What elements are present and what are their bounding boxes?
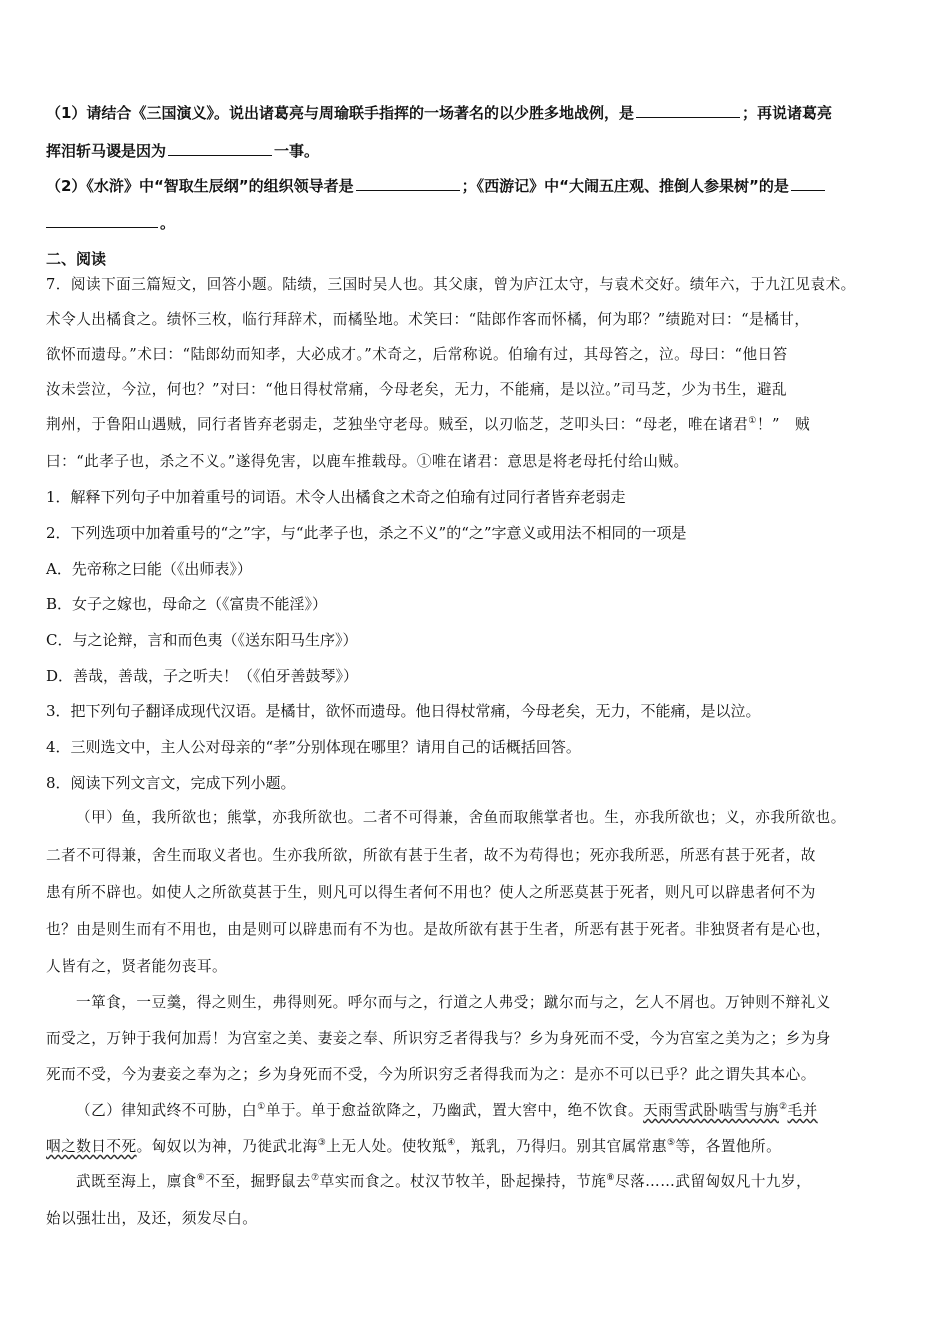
q7-subquestion-4: 4．三则选文中，主人公对母亲的“孝”分别体现在哪里？请用自己的话概括回答。 [46, 738, 581, 756]
footnote-marker: ⑦ [311, 1173, 320, 1184]
q8-yi-text: （乙）律知武终不可胁，白 [76, 1102, 258, 1119]
question-part-2-line-2 [46, 212, 175, 233]
q8-yi-text: 尽落……武留匈奴凡十九岁， [614, 1173, 812, 1190]
q1-line2-suffix: 一事。 [274, 142, 320, 160]
q8-yi-text: ，羝乳，乃得归。别其官属常惠 [455, 1138, 667, 1155]
q8-jia-line: 也？由是则生而有不用也，由是则可以辟患而有不为也。是故所欲有甚于生者，所恶有甚于死者。非独贤者有是心也， [46, 921, 831, 938]
footnote-marker: ⑥ [196, 1173, 206, 1184]
q8-yi-text: 不至，掘野鼠去 [205, 1173, 312, 1190]
option-b[interactable]: B．女子之嫁也，母命之（《富贵不能淫》） [46, 595, 328, 613]
q8-jia-line: 二者不可得兼，舍生而取义者也。生亦我所欲，所欲有甚于生者，故不为苟得也；死亦我所恶，所恶有甚于死者，故 [46, 847, 816, 864]
wavy-underlined-text: 天雨雪武卧啮雪与旃 [643, 1102, 779, 1119]
q8-yi-line [76, 1099, 818, 1120]
q8-yi-text: 草实而食之。杖汉节牧羊，卧起操持，节旄 [319, 1173, 607, 1190]
question-part-2-line-1 [46, 175, 827, 196]
q8-yi-text: 等，各置他所。 [675, 1138, 782, 1155]
q7-subquestion-2: 2．下列选项中加着重号的“之”字，与“此孝子也，杀之不义”的“之”字意义或用法不相同的一项是 [46, 524, 687, 542]
option-d[interactable]: D．善哉，善哉，子之听夫！（《伯牙善鼓琴》） [46, 667, 359, 685]
q8-jia-line: 人皆有之，贤者能勿丧耳。 [46, 958, 228, 975]
q8-jia-line: （甲）鱼，我所欲也；熊掌，亦我所欲也。二者不可得兼，舍鱼而取熊掌者也。生，亦我所欲也；义，亦我所欲也。 [76, 809, 846, 826]
q7-passage-line: 曰：“此孝子也，杀之不义。”遂得免害，以鹿车推载母。①唯在诸君：意思是将老母托付给山贼。 [46, 453, 689, 470]
q7-passage-line: 汝未尝泣，今泣，何也？”对曰：“他日得杖常痛，今母老矣，无力，不能痛，是以泣。”司马芝，少为书生，避乱 [46, 381, 788, 398]
q1-prefix: （1）请结合《三国演义》。说出诸葛亮与周瑜联手指挥的一场著名的以少胜多地战例，是 [46, 104, 634, 122]
q7-subquestion-1: 1．解释下列句子中加着重号的词语。术令人出橘食之术奇之伯瑜有过同行者皆弃老弱走 [46, 488, 626, 506]
answer-blank[interactable] [168, 140, 272, 156]
answer-blank[interactable] [791, 175, 825, 191]
section-heading: 二、阅读 [46, 250, 107, 268]
footnote-marker: ① [257, 1102, 266, 1113]
q1-mid: ；再说诸葛亮 [741, 104, 832, 122]
wavy-underlined-text: 毛并 [787, 1102, 818, 1119]
q8-intro: 8．阅读下列文言文，完成下列小题。 [46, 774, 296, 792]
q8-yi-text: 。匈奴以为神，乃徙武北海 [136, 1138, 318, 1155]
q8-yi-text: 单于。单于愈益欲降之，乃幽武，置大窖中，绝不饮食。 [265, 1102, 644, 1119]
option-a[interactable]: A．先帝称之曰能（《出师表》） [46, 560, 252, 578]
q8-jia-line: 患有所不辟也。如使人之所欲莫甚于生，则凡可以得生者何不用也？使人之所恶莫甚于死者，则凡可以辟患者何不为 [46, 884, 816, 901]
q2-end: 。 [160, 214, 176, 232]
option-c[interactable]: C．与之论辩，言和而色夷（《送东阳马生序》） [46, 631, 358, 649]
footnote-marker: ① [748, 416, 757, 427]
footnote-marker: ⑧ [606, 1173, 615, 1184]
question-part-1-line-1 [46, 102, 832, 123]
q8-jia2-line: 而受之，万钟于我何加焉！为宫室之美、妻妾之奉、所识穷乏者得我与？乡为身死而不受，今为宫室之美为之；乡为身 [46, 1030, 831, 1047]
q8-yi-text: 武既至海上，廪食 [76, 1173, 197, 1190]
q8-yi-line [76, 1170, 811, 1191]
q2-mid: ；《西游记》中“大闹五庄观、推倒人参果树”的是 [461, 177, 789, 195]
q8-yi-line: 始以强壮出，及还，须发尽白。 [46, 1210, 258, 1227]
q7-subquestion-3: 3．把下列句子翻译成现代汉语。是橘甘，欲怀而遗母。他日得杖常痛，今母老矣，无力，不能痛，是以泣。 [46, 702, 761, 720]
footnote-marker: ③ [317, 1138, 327, 1149]
q7-passage-line [46, 413, 810, 434]
q7-passage-line: 7．阅读下面三篇短文，回答小题。陆绩，三国时吴人也。其父康，曾为庐江太守，与袁术交好。绩年六，于九江见袁术。 [46, 276, 856, 293]
q7-passage-text: 荆州，于鲁阳山遇贼，同行者皆弃老弱走，芝独坐守老母。贼至，以刃临芝，芝叩头曰：“母老，唯在诸君 [46, 416, 749, 433]
answer-blank[interactable] [636, 102, 740, 118]
q7-passage-tail: ！” 贼 [756, 416, 811, 433]
footnote-marker: ② [778, 1102, 788, 1113]
q2-prefix: （2）《水浒》中“智取生辰纲”的组织领导者是 [46, 177, 354, 195]
q7-passage-line: 欲怀而遗母。”术曰：“陆郎幼而知孝，大必成才。”术奇之，后常称说。伯瑜有过，其母笞之，泣。母曰：“他日笞 [46, 346, 788, 363]
q8-yi-line [46, 1135, 781, 1156]
wavy-underlined-text: 咽之数日不死 [46, 1138, 137, 1155]
q8-yi-text: 上无人处。使牧羝 [326, 1138, 448, 1155]
q8-jia2-line: 一箪食，一豆羹，得之则生，弗得则死。呼尔而与之，行道之人弗受；蹴尔而与之，乞人不屑也。万钟则不辩礼义 [76, 994, 831, 1011]
footnote-marker: ④ [447, 1138, 456, 1149]
q1-line2-prefix: 挥泪斩马谡是因为 [46, 142, 167, 160]
q7-passage-line: 术令人出橘食之。绩怀三枚，临行拜辞术，而橘坠地。术笑曰：“陆郎作客而怀橘，何为耶？”绩跪对曰：“是橘甘， [46, 311, 810, 328]
answer-blank[interactable] [46, 212, 158, 228]
answer-blank[interactable] [356, 175, 460, 191]
q8-jia2-line: 死而不受，今为妻妾之奉为之；乡为身死而不受，今为所识穷乏者得我而为之：是亦不可以已乎？此之谓失其本心。 [46, 1066, 816, 1083]
question-part-1-line-2 [46, 140, 319, 161]
footnote-marker: ⑤ [666, 1138, 676, 1149]
